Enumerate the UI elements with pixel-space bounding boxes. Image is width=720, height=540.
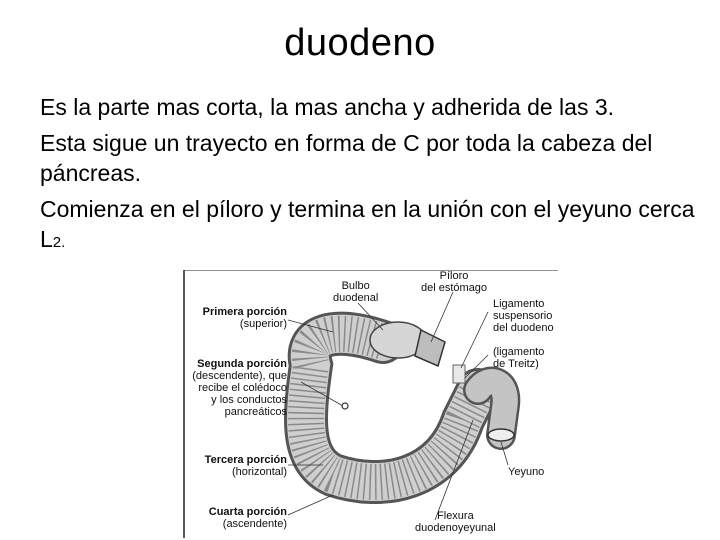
paragraph-1: Es la parte mas corta, la mas ancha y adherida de las 3.: [40, 94, 615, 120]
pylorus: [415, 330, 445, 366]
paragraph-3: [40, 194, 700, 258]
duodenum-illustration: [183, 270, 558, 538]
label-yeyuno: Yeyuno: [508, 466, 545, 478]
label-tercera-porcion: Tercera porción (horizontal): [204, 454, 287, 478]
label-treitz: (ligamento de Treitz): [493, 346, 545, 370]
slide-title: duodeno: [284, 22, 436, 64]
label-flexura: Flexura duodenoyeyunal: [415, 510, 496, 534]
paragraph-2: Esta sigue un trayecto en forma de C por toda la cabeza del páncreas.: [40, 130, 653, 186]
label-segunda-porcion: Segunda porción (descendente), que recibe el colédoco y los conductos pancreáticos: [192, 358, 287, 418]
subscript-suffix: .: [61, 234, 66, 251]
label-ligamento: Ligamento suspensorio del duodeno: [493, 298, 554, 334]
label-primera-porcion: Primera porción (superior): [202, 306, 287, 330]
treitz-ligament: [453, 365, 465, 383]
subscript-2: 2: [52, 234, 62, 251]
paragraph-3-text: Comienza en el píloro y termina en la unión con el yeyuno cerca L: [40, 196, 695, 252]
label-bulbo: Bulbo duodenal: [333, 280, 379, 304]
label-piloro: Píloro del estómago: [421, 270, 488, 294]
slide-body: [40, 92, 700, 264]
label-cuarta-porcion: Cuarta porción (ascendente): [208, 506, 287, 530]
